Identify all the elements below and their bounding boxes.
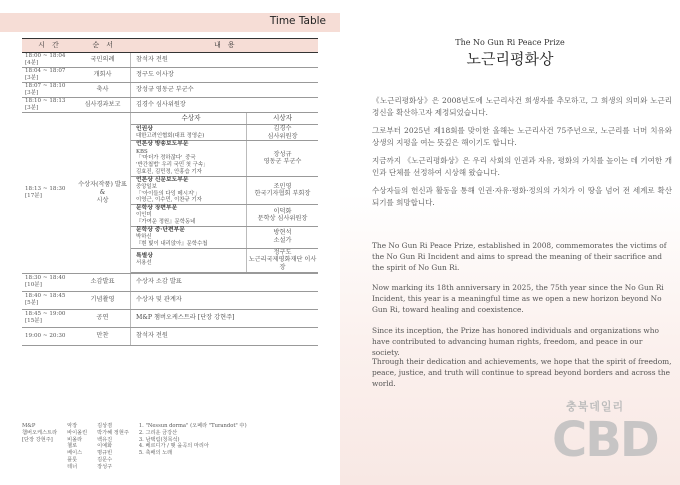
ko-paragraph-4: 수상자들의 헌신과 활동을 통해 인권·자유·평화·정의의 가치가 이 땅을 넘어 전 세계로 확산되기를 희망합니다.: [372, 186, 672, 207]
row-content: 장성규 영동군 부군수: [131, 82, 319, 97]
row-content: M&P 챔버오케스트라 [단장 강현주]: [131, 309, 319, 327]
award-detail: 박하신 『흰 빛이 내리앉아』문학수첩: [136, 234, 208, 247]
row-time: 19:00 ~ 20:30: [22, 327, 75, 345]
award-recipient: [131, 124, 247, 141]
header-time: 시 간: [22, 39, 75, 53]
prize-title: 노근리평화상: [466, 50, 554, 68]
table-row: [22, 97, 318, 112]
timetable-table: [22, 38, 318, 346]
award-category: 특별상: [136, 253, 153, 260]
award-recipient: [131, 226, 247, 248]
credits-players: 김상겸 박가혜 정현주 백유진 이예화 명규빈 김문수 장성구: [97, 423, 129, 470]
award-entry: [131, 176, 318, 204]
award-entry: [131, 205, 318, 227]
col-recipient: 수상자: [131, 113, 247, 125]
row-time: 18:10 ~ 18:13 [3분]: [22, 97, 75, 112]
table-row: [22, 273, 318, 291]
award-entry: [131, 226, 318, 248]
award-time: 18:13 ~ 18:30 [17분]: [22, 112, 75, 273]
en-paragraph-4: Through their dedication and achievements, we hope that the spirit of freedom, peace, justice, and truth will continue to spread beyond borders and across the world.: [372, 357, 672, 389]
col-presenter: 시상자: [247, 113, 319, 125]
award-presenter: 장성규 영동군 부군수: [247, 141, 319, 176]
timetable-banner: [0, 13, 340, 32]
award-recipient: [131, 176, 247, 204]
watermark-small: 충북데일리: [566, 400, 625, 413]
award-recipient: [131, 248, 247, 272]
watermark-logo: [548, 398, 666, 470]
award-subtable: [131, 113, 318, 273]
header-order: 순 서: [75, 39, 131, 53]
award-detail: 서용선: [136, 260, 152, 267]
row-content: 참석자 전원: [131, 53, 319, 68]
en-paragraph-3: Since its inception, the Prize has honored individuals and organizations who have contributed to advancing human rights, freedom, and peace in our society.: [372, 326, 659, 358]
award-recipient: [131, 205, 247, 227]
row-item: 개회사: [75, 67, 131, 82]
row-content: 정구도 이사장: [131, 67, 319, 82]
row-item: 만찬: [75, 327, 131, 345]
prize-subtitle: The No Gun Ri Peace Prize: [455, 38, 565, 47]
row-item: 소감발표: [75, 273, 131, 291]
award-category: 문학상 중·단편부문: [136, 226, 185, 233]
row-content: 수상자 소감 발표: [131, 273, 319, 291]
row-content: 김경수 심사위원장: [131, 97, 319, 112]
timetable-title: Time Table: [269, 15, 326, 27]
table-row: [22, 327, 318, 345]
table-header-row: [22, 39, 318, 53]
row-time: 18:07 ~ 18:10 [3분]: [22, 82, 75, 97]
table-row: [22, 82, 318, 97]
award-category: 언론상 방송보도부문: [136, 141, 189, 148]
row-item: 축사: [75, 82, 131, 97]
award-presenter: 조민영 한국기자협회 부회장: [247, 176, 319, 204]
row-time: 18:45 ~ 19:00 [15분]: [22, 309, 75, 327]
en-paragraph-1: The No Gun Ri Peace Prize, established in 2008, commemorates the victims of the No Gun Ri Incident and aims to spread the meaning of their sacrifice and the spirit of No Gun Ri.: [372, 241, 667, 273]
ko-paragraph-3: 지금까지 《노근리평화상》은 우리 사회의 인권과 자유, 평화의 가치를 높이는 데 기여한 개인과 단체를 선정하여 시상해 왔습니다.: [372, 156, 672, 177]
award-detail: 대한고려인협회(대표 정영순): [136, 132, 205, 139]
award-presenter: 이덕화 문학상 심사위원장: [247, 205, 319, 227]
table-row: [22, 67, 318, 82]
award-presenter: 방현석 소설가: [247, 226, 319, 248]
award-presenter: 김경수 심사위원장: [247, 124, 319, 141]
credits-program: 1. "Nessun dorma" (오페라 "Turandot" 中) 2. 그리운 금강산 3. 남택림(청목석) 4. 베르디가 / 맺 을곡의 마리아 5. 축배의 노래: [138, 423, 247, 456]
award-row: [22, 112, 318, 273]
credits-ensemble: M&P 챔버오케스트라 [단장 강현주]: [22, 423, 58, 443]
award-detail: 이인미 『가여운 정원』문학동네: [136, 212, 196, 226]
row-item: 기념촬영: [75, 291, 131, 309]
award-category: 인권상: [136, 125, 153, 132]
ko-paragraph-1: 《노근리평화상》은 2008년도에 노근리사건 희생자를 추모하고, 그 희생의 의미와 노근리정신을 확산하고자 제정되었습니다.: [372, 96, 672, 117]
row-time: 18:40 ~ 18:45 [5분]: [22, 291, 75, 309]
header-content: 내 용: [131, 39, 319, 53]
row-time: 18:04 ~ 18:07 [3분]: [22, 67, 75, 82]
award-entry: [131, 141, 318, 176]
row-item: 심사경과보고: [75, 97, 131, 112]
table-row: [22, 53, 318, 68]
performance-credits: [22, 423, 318, 470]
table-row: [22, 309, 318, 327]
award-presenter: 정구도 노근리국제평화재단 이사장: [247, 248, 319, 272]
award-recipient: [131, 141, 247, 176]
en-paragraph-2: Now marking its 18th anniversary in 2025, the 75th year since the No Gun Ri Incident, this year is a meaningful time as we open a new horizon beyond No Gun Ri, toward healing and coexistence.: [372, 283, 664, 315]
row-content: 수상자 및 관계자: [131, 291, 319, 309]
award-item: 수상자(작품) 발표 & 시상: [75, 112, 131, 273]
credits-parts: 악장 바이올린 비올라 첼로 베이스 플룻 테너: [67, 423, 88, 470]
award-detail: 중앙일보 「'아이들의 다잉 메시지'」 이영근, 이수민, 이찬규 기자: [136, 183, 202, 204]
award-entry: [131, 248, 318, 272]
watermark-big: CBD: [552, 412, 658, 468]
row-time: 18:00 ~ 18:04 [4분]: [22, 53, 75, 68]
award-subheader: [131, 113, 318, 125]
award-category: 언론상 신문보도부문: [136, 176, 189, 183]
row-content: 참석자 전원: [131, 327, 319, 345]
row-item: 국민의례: [75, 53, 131, 68]
award-detail: KBS 「'마더가 정하잖다'_중국 '반간첩법' 우리 국민 첫 구속」 김효진, 김민정, 안홍습 기자: [136, 148, 209, 175]
row-item: 공연: [75, 309, 131, 327]
table-row: [22, 291, 318, 309]
award-entry: [131, 124, 318, 141]
award-category: 문학상 장편부문: [136, 205, 178, 212]
ko-paragraph-2: 그로부터 2025년 제18회를 맞이한 올해는 노근리사건 75주년으로, 노근리를 너머 치유와 상생의 지평을 여는 뜻깊은 해이기도 합니다.: [372, 126, 672, 147]
row-time: 18:30 ~ 18:40 [10분]: [22, 273, 75, 291]
